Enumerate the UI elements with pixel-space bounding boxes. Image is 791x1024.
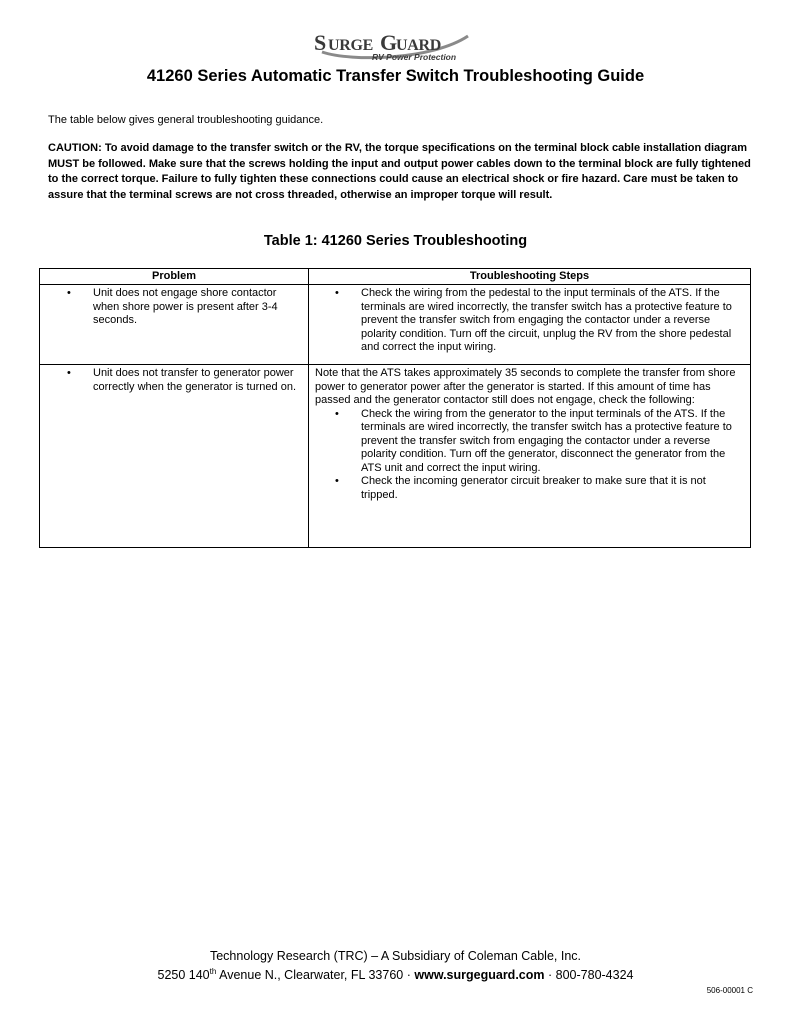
svg-text:RV Power Protection: RV Power Protection — [372, 52, 457, 62]
page-title: 41260 Series Automatic Transfer Switch Troubleshooting Guide — [146, 67, 645, 85]
step-note: Note that the ATS takes approximately 35 seconds to complete the transfer from shore power to generator power after the generator is started. If this amount of time has passed and the generator contactor still does not engage, check the following: — [315, 367, 736, 406]
footer-website-link[interactable]: www.surgeguard.com — [414, 968, 545, 983]
header-troubleshooting-steps: Troubleshooting Steps — [309, 269, 751, 285]
svg-text:G: G — [380, 30, 398, 55]
list-item — [335, 407, 744, 476]
list-item — [335, 287, 742, 355]
steps-cell — [309, 365, 751, 548]
table-row — [40, 365, 751, 548]
document-number: 506-00001 C — [706, 986, 753, 995]
table-row — [40, 285, 751, 365]
table-title: Table 1: 41260 Series Troubleshooting — [263, 233, 528, 249]
steps-cell — [309, 285, 751, 365]
troubleshooting-table — [39, 268, 751, 548]
svg-text:UARD: UARD — [396, 37, 442, 54]
footer-company: Technology Research (TRC) – A Subsidiary of Coleman Cable, Inc. — [209, 949, 581, 963]
footer-address-line — [0, 967, 791, 982]
footer-address-suffix: th — [209, 967, 217, 976]
bullet-icon: • — [67, 367, 71, 379]
problem-text: Unit does not transfer to generator power correctly when the generator is turned on. — [93, 367, 297, 393]
step-text: Check the incoming generator circuit breaker to make sure that it is not tripped. — [361, 475, 706, 501]
intro-text: The table below gives general troubleshooting guidance. — [48, 114, 324, 126]
footer-address-rest: Avenue N., Clearwater, FL 33760 — [216, 968, 407, 983]
caution-paragraph: CAUTION: To avoid damage to the transfer switch or the RV, the torque specifications on the terminal block cable installation diagram MUST be followed. Make sure that the screws holding the input and output power cables down to the terminal block are fully tightened to the correct torque. Failure to fully tighten these connections could cause an electrical shock or fire hazard. Care must be taken to assure that the terminal screws are not cross threaded, otherwise an improper torque will result. — [48, 142, 751, 201]
list-item — [67, 367, 298, 394]
bullet-icon: • — [335, 407, 339, 420]
problem-cell — [40, 365, 309, 548]
surge-guard-logo — [312, 26, 472, 64]
problem-text: Unit does not engage shore contactor when shore power is present after 3-4 seconds. — [93, 287, 278, 326]
step-text: Check the wiring from the pedestal to the input terminals of the ATS. If the terminals are wired incorrectly, the transfer switch has a protective feature to prevent the transfer switch from engaging the contactor under a reverse polarity condition. Turn off the circuit, unplug the RV from the shore pedestal and correct the input wiring. — [361, 287, 732, 353]
header-problem: Problem — [40, 269, 309, 285]
svg-text:S: S — [314, 30, 326, 55]
separator-dot: · — [547, 968, 553, 983]
separator-dot: · — [406, 968, 411, 983]
svg-text:URGE: URGE — [328, 37, 374, 54]
list-item — [67, 287, 298, 328]
problem-cell — [40, 285, 309, 365]
table-header-row — [40, 269, 751, 285]
footer-phone: 800-780-4324 — [555, 968, 634, 983]
bullet-icon: • — [67, 287, 71, 299]
bullet-icon: • — [335, 475, 339, 487]
bullet-icon: • — [335, 287, 339, 299]
list-item — [335, 475, 744, 502]
step-text: Check the wiring from the generator to the input terminals of the ATS. If the terminals are wired incorrectly, the transfer switch has a protective feature to prevent the transfer switch from engaging the contactor under a reverse polarity condition. Turn off the generator, disconnect the generator from the ATS unit and correct the input wiring. — [361, 407, 732, 474]
footer-address: 5250 140 — [157, 968, 210, 983]
